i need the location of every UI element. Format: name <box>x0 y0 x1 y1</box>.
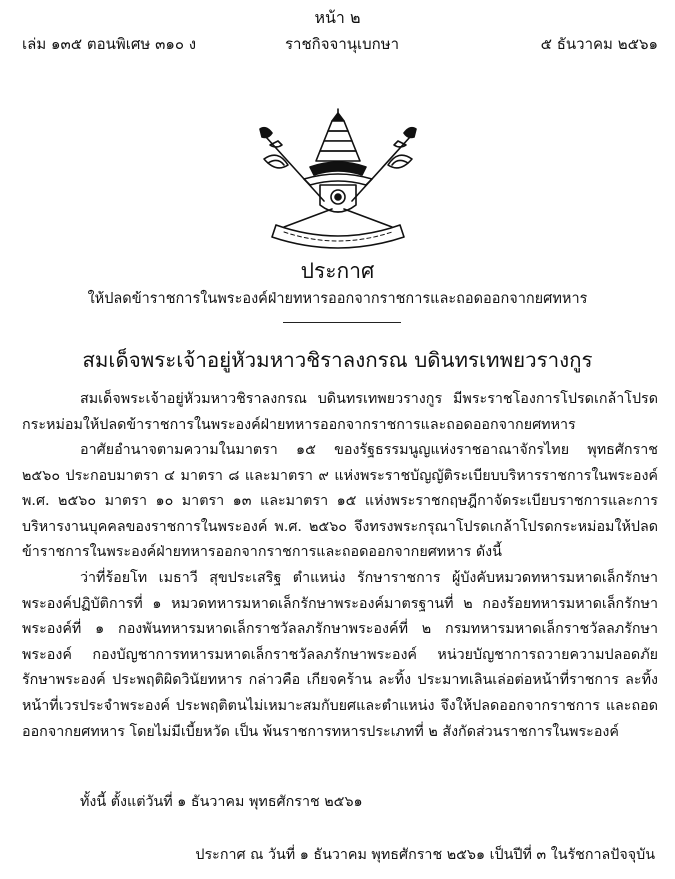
document-title: ประกาศ <box>300 259 375 283</box>
page-number: หน้า ๒ <box>314 8 361 27</box>
title-divider <box>283 322 401 323</box>
closing-line: ประกาศ ณ วันที่ ๑ ธันวาคม พุทธศักราช ๒๕๖๑ เป็นปีที่ ๓ ในรัชกาลปัจจุบัน <box>195 847 655 863</box>
paragraph-effective-date: ทั้งนี้ ตั้งแต่วันที่ ๑ ธันวาคม พุทธศักราช ๒๕๖๑ <box>80 794 363 810</box>
paragraph-legal-basis: อาศัยอำนาจตามความในมาตรา ๑๕ ของรัฐธรรมนูญแห่งราชอาณาจักรไทย พุทธศักราช ๒๕๖๐ ประกอบมาตรา ๔ มาตรา ๘ และมาตรา ๙ แห่งพระราชบัญญัติระเบียบบริหารราชการในพระองค์ พ.ศ. ๒๕๖๐ มาตรา ๑๐ มาตรา ๑๓ และมาตรา ๑๕ แห่งพระราชกฤษฎีกาจัดระเบียบราชการและการบริหารงานบุคคลของราชการในพระองค์ พ.ศ. ๒๕๖๐ จึงทรงพระกรุณาโปรดเกล้าโปรดกระหม่อมให้ปลดข้าราชการในพระองค์ฝ่ายทหารออกจากราชการและถอดออกจากยศทหาร ดังนี้ <box>22 442 658 561</box>
publication-name: ราชกิจจานุเบกษา <box>285 35 400 53</box>
paragraph-preamble: สมเด็จพระเจ้าอยู่หัวมหาวชิราลงกรณ บดินทรเทพยวรางกูร มีพระราชโองการโปรดเกล้าโปรดกระหม่อมให้ปลดข้าราชการในพระองค์ฝ่ายทหารออกจากราชการและถอดออกจากยศทหาร <box>22 391 658 433</box>
royal-emblem-icon <box>254 105 422 250</box>
paragraph-order: ว่าที่ร้อยโท เมธาวี สุขประเสริฐ ตำแหน่ง รักษาราชการ ผู้บังคับหมวดทหารมหาดเล็กรักษาพระองค์ปฏิบัติการที่ ๑ หมวดทหารมหาดเล็กรักษาพระองค์มาตรฐานที่ ๒ กองร้อยทหารมหาดเล็กรักษาพระองค์ที่ ๑ กองพันทหารมหาดเล็กราชวัลลภรักษาพระองค์ที่ ๒ กรมทหารมหาดเล็กราชวัลลภรักษาพระองค์ กองบัญชาการทหารมหาดเล็กราชวัลลภรักษาพระองค์ หน่วยบัญชาการถวายความปลอดภัยรักษาพระองค์ ประพฤติผิดวินัยทหาร กล่าวคือ เกียจคร้าน ละทิ้ง ประมาทเลินเล่อต่อหน้าที่ราชการ ละทิ้งหน้าที่เวรประจำพระองค์ ประพฤติตนไม่เหมาะสมกับยศและตำแหน่ง จึงให้ปลดออกจากราชการ และถอดออกจากยศทหาร โดยไม่มีเบี้ยหวัด เป็น พ้นราชการทหารประเภทที่ ๒ สังกัดส่วนราชการในพระองค์ <box>22 570 658 740</box>
volume-issue: เล่ม ๑๓๕ ตอนพิเศษ ๓๑๐ ง <box>22 35 197 53</box>
king-name: สมเด็จพระเจ้าอยู่หัวมหาวชิราลงกรณ บดินทรเทพยวรางกูร <box>82 348 593 372</box>
document-subtitle: ให้ปลดข้าราชการในพระองค์ฝ่ายทหารออกจากราชการและถอดออกจากยศทหาร <box>87 291 588 307</box>
publication-date: ๕ ธันวาคม ๒๕๖๑ <box>540 35 658 53</box>
